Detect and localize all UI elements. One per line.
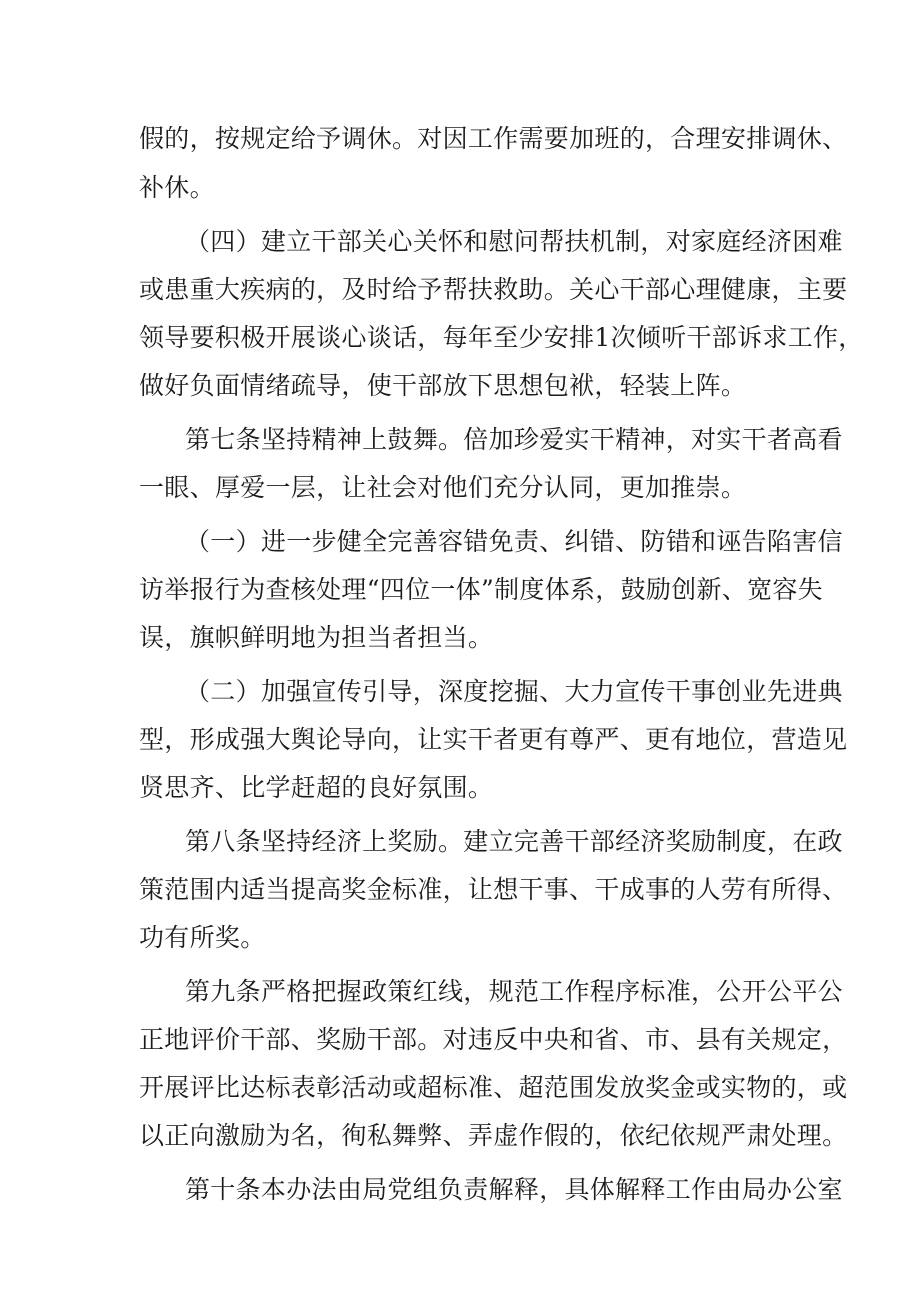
- text-line: 领导要积极开展谈心谈话，每年至少安排1次倾听干部诉求工作，: [139, 323, 864, 352]
- text-line: 第十条本办法由局党组负责解释，具体解释工作由局办公室: [185, 1175, 843, 1204]
- text-line: 或患重大疾病的，及时给予帮扶救助。关心干部心理健康，主要: [139, 275, 848, 304]
- text-line: 第九条严格把握政策红线，规范工作程序标准，公开公平公: [185, 977, 843, 1006]
- text-line: 假的，按规定给予调休。对因工作需要加班的，合理安排调休、: [139, 124, 848, 153]
- text-line: 贤思齐、比学赶超的良好氛围。: [139, 773, 494, 802]
- text-line: 一眼、厚爱一层，让社会对他们充分认同，更加推崇。: [139, 473, 747, 502]
- text-line: 以正向激励为名，徇私舞弊、弄虚作假的，依纪依规严肃处理。: [139, 1121, 848, 1150]
- text-line: 做好负面情绪疏导，使干部放下思想包袱，轻装上阵。: [139, 371, 747, 400]
- text-line: （四）建立干部关心关怀和慰问帮扶机制，对家庭经济困难: [185, 227, 843, 256]
- text-line: （二）加强宣传引导，深度挖掘、大力宣传干事创业先进典: [185, 677, 843, 706]
- text-line: 第八条坚持经济上奖励。建立完善干部经济奖励制度，在政: [185, 827, 843, 856]
- text-line: 补休。: [139, 173, 215, 202]
- text-line: 型，形成强大舆论导向，让实干者更有尊严、更有地位，营造见: [139, 725, 848, 754]
- text-line: 第七条坚持精神上鼓舞。倍加珍爱实干精神，对实干者高看: [185, 425, 843, 454]
- text-line: 策范围内适当提高奖金标准，让想干事、干成事的人劳有所得、: [139, 875, 848, 904]
- text-line: 误，旗帜鲜明地为担当者担当。: [139, 623, 494, 652]
- text-line: （一）进一步健全完善容错免责、纠错、防错和诬告陷害信: [185, 527, 843, 556]
- text-line: 访举报行为查核处理“四位一体”制度体系，鼓励创新、宽容失: [139, 575, 823, 604]
- text-line: 功有所奖。: [139, 923, 266, 952]
- text-line: 正地评价干部、奖励干部。对违反中央和省、市、县有关规定，: [139, 1025, 848, 1054]
- text-line: 开展评比达标表彰活动或超标准、超范围发放奖金或实物的，或: [139, 1073, 848, 1102]
